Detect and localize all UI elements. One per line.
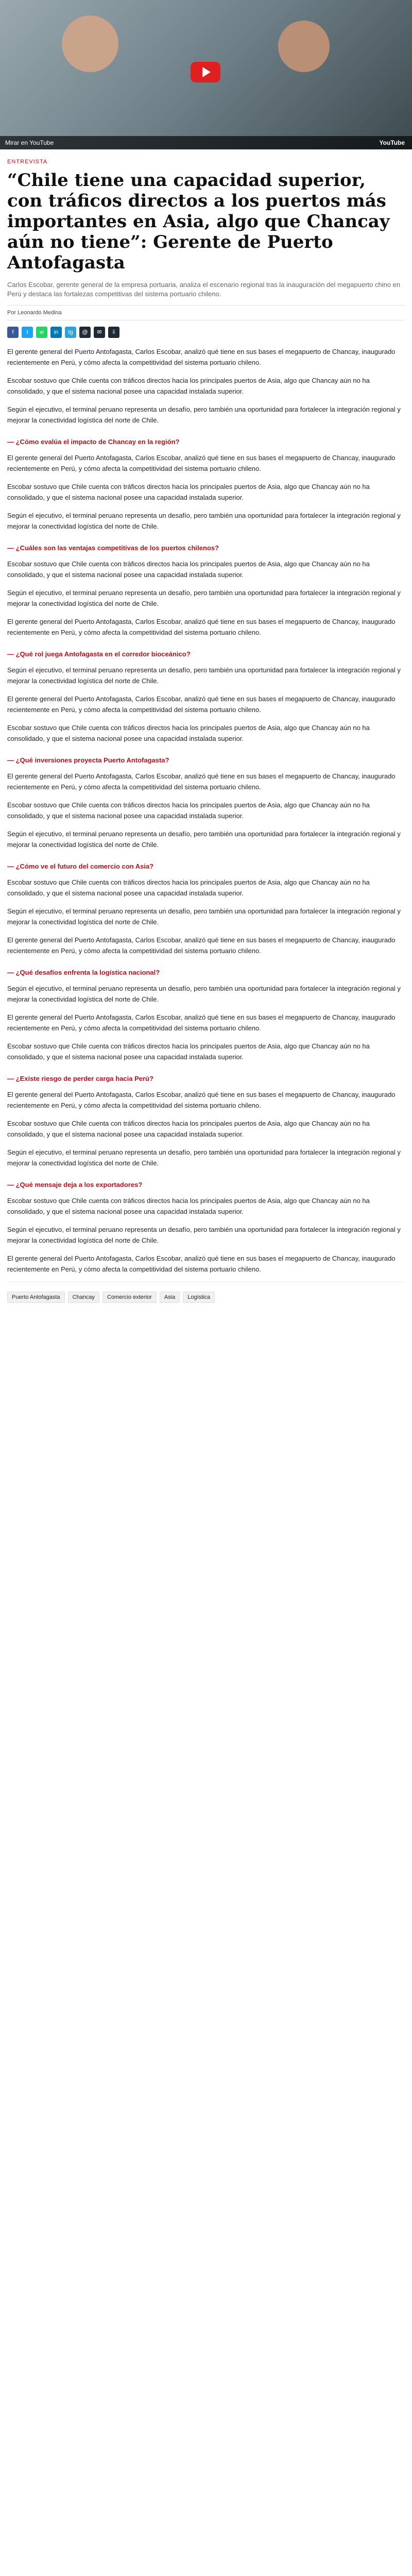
question: — ¿Qué rol juega Antofagasta en el corredor bioceánico?: [7, 650, 191, 658]
paragraph: El gerente general del Puerto Antofagasta, Carlos Escobar, analizó qué tiene en sus bases el megapuerto de Chancay, inaugurado recientemente en Perú, y cómo afecta la competitividad del sistema portuario chileno.: [7, 1091, 396, 1109]
tag[interactable]: Asia: [160, 1292, 180, 1303]
email-icon[interactable]: @: [79, 327, 91, 338]
paragraph: El gerente general del Puerto Antofagasta, Carlos Escobar, analizó qué tiene en sus bases el megapuerto de Chancay, inaugurado recientemente en Perú, y cómo afecta la competitividad del sistema portuario chileno.: [7, 454, 396, 472]
paragraph: El gerente general del Puerto Antofagasta, Carlos Escobar, analizó qué tiene en sus bases el megapuerto de Chancay, inaugurado recientemente en Perú, y cómo afecta la competitividad del sistema portuario chileno.: [7, 936, 396, 955]
question: — ¿Existe riesgo de perder carga hacia Perú?: [7, 1075, 153, 1082]
channel-label[interactable]: Mirar en YouTube: [5, 139, 54, 146]
play-icon: [202, 67, 211, 77]
byline: Por Leonardo Medina: [7, 305, 405, 320]
question: — ¿Cuáles son las ventajas competitivas de los puertos chilenos?: [7, 544, 219, 552]
video-player[interactable]: [0, 0, 412, 149]
download-icon[interactable]: ⇩: [108, 327, 119, 338]
linkedin-icon[interactable]: in: [50, 327, 62, 338]
paragraph: El gerente general del Puerto Antofagasta, Carlos Escobar, analizó qué tiene en sus bases el megapuerto de Chancay, inaugurado recientemente en Perú, y cómo afecta la competitividad del sistema portuario chileno.: [7, 618, 396, 636]
tag[interactable]: Comercio exterior: [102, 1292, 157, 1303]
article-lede: Carlos Escobar, gerente general de la empresa portuaria, analiza el escenario regional tras la inauguración del megapuerto chino en Perú y destaca las fortalezas competitivas del sistema portuario chileno.: [7, 281, 401, 298]
tag[interactable]: Logística: [183, 1292, 215, 1303]
paragraph: Según el ejecutivo, el terminal peruano representa un desafío, pero también una oportunidad para fortalecer la integración regional y mejorar la conectividad logística del norte de Chile.: [7, 666, 401, 685]
whatsapp-icon[interactable]: w: [36, 327, 47, 338]
paragraph: Según el ejecutivo, el terminal peruano representa un desafío, pero también una oportunidad para fortalecer la integración regional y mejorar la conectividad logística del norte de Chile.: [7, 985, 401, 1003]
play-button[interactable]: [191, 62, 220, 82]
paragraph: El gerente general del Puerto Antofagasta, Carlos Escobar, analizó qué tiene en sus bases el megapuerto de Chancay, inaugurado recientemente en Perú, y cómo afecta la competitividad del sistema portuario chileno.: [7, 1255, 396, 1273]
video-bar: [0, 136, 412, 149]
tag[interactable]: Chancay: [68, 1292, 99, 1303]
paragraph: El gerente general del Puerto Antofagasta, Carlos Escobar, analizó qué tiene en sus bases el megapuerto de Chancay, inaugurado recientemente en Perú, y cómo afecta la competitividad del sistema portuario chileno.: [7, 695, 396, 714]
article-title: “Chile tiene una capacidad superior, con tráficos directos a los puertos más importantes en Asia, algo que Chancay aún no tiene”: Gerente de Puerto Antofagasta: [7, 170, 390, 273]
article: [7, 155, 405, 1303]
paragraph: Escobar sostuvo que Chile cuenta con tráficos directos hacia los principales puertos de Asia, algo que Chancay aún no ha consolidado, y que el sistema nacional posee una capacidad instalada superior.: [7, 1042, 370, 1061]
facebook-icon[interactable]: f: [7, 327, 19, 338]
paragraph: Según el ejecutivo, el terminal peruano representa un desafío, pero también una oportunidad para fortalecer la integración regional y mejorar la conectividad logística del norte de Chile.: [7, 1226, 401, 1244]
youtube-logo[interactable]: YouTube: [379, 139, 405, 146]
paragraph: Según el ejecutivo, el terminal peruano representa un desafío, pero también una oportunidad para fortalecer la integración regional y mejorar la conectividad logística del norte de Chile.: [7, 1148, 401, 1167]
article-kicker: ENTREVISTA: [7, 159, 48, 165]
question: — ¿Cómo ve el futuro del comercio con Asia?: [7, 862, 154, 870]
question: — ¿Cómo evalúa el impacto de Chancay en la región?: [7, 438, 180, 446]
paragraph: Escobar sostuvo que Chile cuenta con tráficos directos hacia los principales puertos de Asia, algo que Chancay aún no ha consolidado, y que el sistema nacional posee una capacidad instalada superior.: [7, 878, 370, 897]
paragraph: Escobar sostuvo que Chile cuenta con tráficos directos hacia los principales puertos de Asia, algo que Chancay aún no ha consolidado, y que el sistema nacional posee una capacidad instalada superior.: [7, 724, 370, 742]
paragraph: Escobar sostuvo que Chile cuenta con tráficos directos hacia los principales puertos de Asia, algo que Chancay aún no ha consolidado, y que el sistema nacional posee una capacidad instalada superior.: [7, 483, 370, 501]
question: — ¿Qué inversiones proyecta Puerto Antofagasta?: [7, 756, 169, 764]
question: — ¿Qué mensaje deja a los exportadores?: [7, 1181, 143, 1189]
paragraph: El gerente general del Puerto Antofagasta, Carlos Escobar, analizó qué tiene en sus bases el megapuerto de Chancay, inaugurado recientemente en Perú, y cómo afecta la competitividad del sistema portuario chileno.: [7, 772, 396, 791]
paragraph: Escobar sostuvo que Chile cuenta con tráficos directos hacia los principales puertos de Asia, algo que Chancay aún no ha consolidado, y que el sistema nacional posee una capacidad instalada superior.: [7, 377, 370, 395]
share-bar: [7, 327, 405, 338]
question: — ¿Qué desafíos enfrenta la logística nacional?: [7, 969, 160, 976]
telegram-icon[interactable]: tg: [65, 327, 76, 338]
paragraph: Escobar sostuvo que Chile cuenta con tráficos directos hacia los principales puertos de Asia, algo que Chancay aún no ha consolidado, y que el sistema nacional posee una capacidad instalada superior.: [7, 560, 370, 579]
paragraph: Según el ejecutivo, el terminal peruano representa un desafío, pero también una oportunidad para fortalecer la integración regional y mejorar la conectividad logística del norte de Chile.: [7, 589, 401, 607]
paragraph: Escobar sostuvo que Chile cuenta con tráficos directos hacia los principales puertos de Asia, algo que Chancay aún no ha consolidado, y que el sistema nacional posee una capacidad instalada superior.: [7, 801, 370, 820]
paragraph: Según el ejecutivo, el terminal peruano representa un desafío, pero también una oportunidad para fortalecer la integración regional y mejorar la conectividad logística del norte de Chile.: [7, 907, 401, 926]
paragraph: El gerente general del Puerto Antofagasta, Carlos Escobar, analizó qué tiene en sus bases el megapuerto de Chancay, inaugurado recientemente en Perú, y cómo afecta la competitividad del sistema portuario chileno.: [7, 348, 396, 366]
tag[interactable]: Puerto Antofagasta: [7, 1292, 65, 1303]
paragraph: El gerente general del Puerto Antofagasta, Carlos Escobar, analizó qué tiene en sus bases el megapuerto de Chancay, inaugurado recientemente en Perú, y cómo afecta la competitividad del sistema portuario chileno.: [7, 1013, 396, 1032]
paragraph: Según el ejecutivo, el terminal peruano representa un desafío, pero también una oportunidad para fortalecer la integración regional y mejorar la conectividad logística del norte de Chile.: [7, 512, 401, 530]
tag-list: [7, 1292, 405, 1303]
paragraph: Escobar sostuvo que Chile cuenta con tráficos directos hacia los principales puertos de Asia, algo que Chancay aún no ha consolidado, y que el sistema nacional posee una capacidad instalada superior.: [7, 1197, 370, 1215]
paragraph: Escobar sostuvo que Chile cuenta con tráficos directos hacia los principales puertos de Asia, algo que Chancay aún no ha consolidado, y que el sistema nacional posee una capacidad instalada superior.: [7, 1120, 370, 1138]
paragraph: Según el ejecutivo, el terminal peruano representa un desafío, pero también una oportunidad para fortalecer la integración regional y mejorar la conectividad logística del norte de Chile.: [7, 405, 401, 424]
paragraph: Según el ejecutivo, el terminal peruano representa un desafío, pero también una oportunidad para fortalecer la integración regional y mejorar la conectividad logística del norte de Chile.: [7, 830, 401, 849]
mail-icon[interactable]: ✉: [94, 327, 105, 338]
twitter-icon[interactable]: t: [22, 327, 33, 338]
